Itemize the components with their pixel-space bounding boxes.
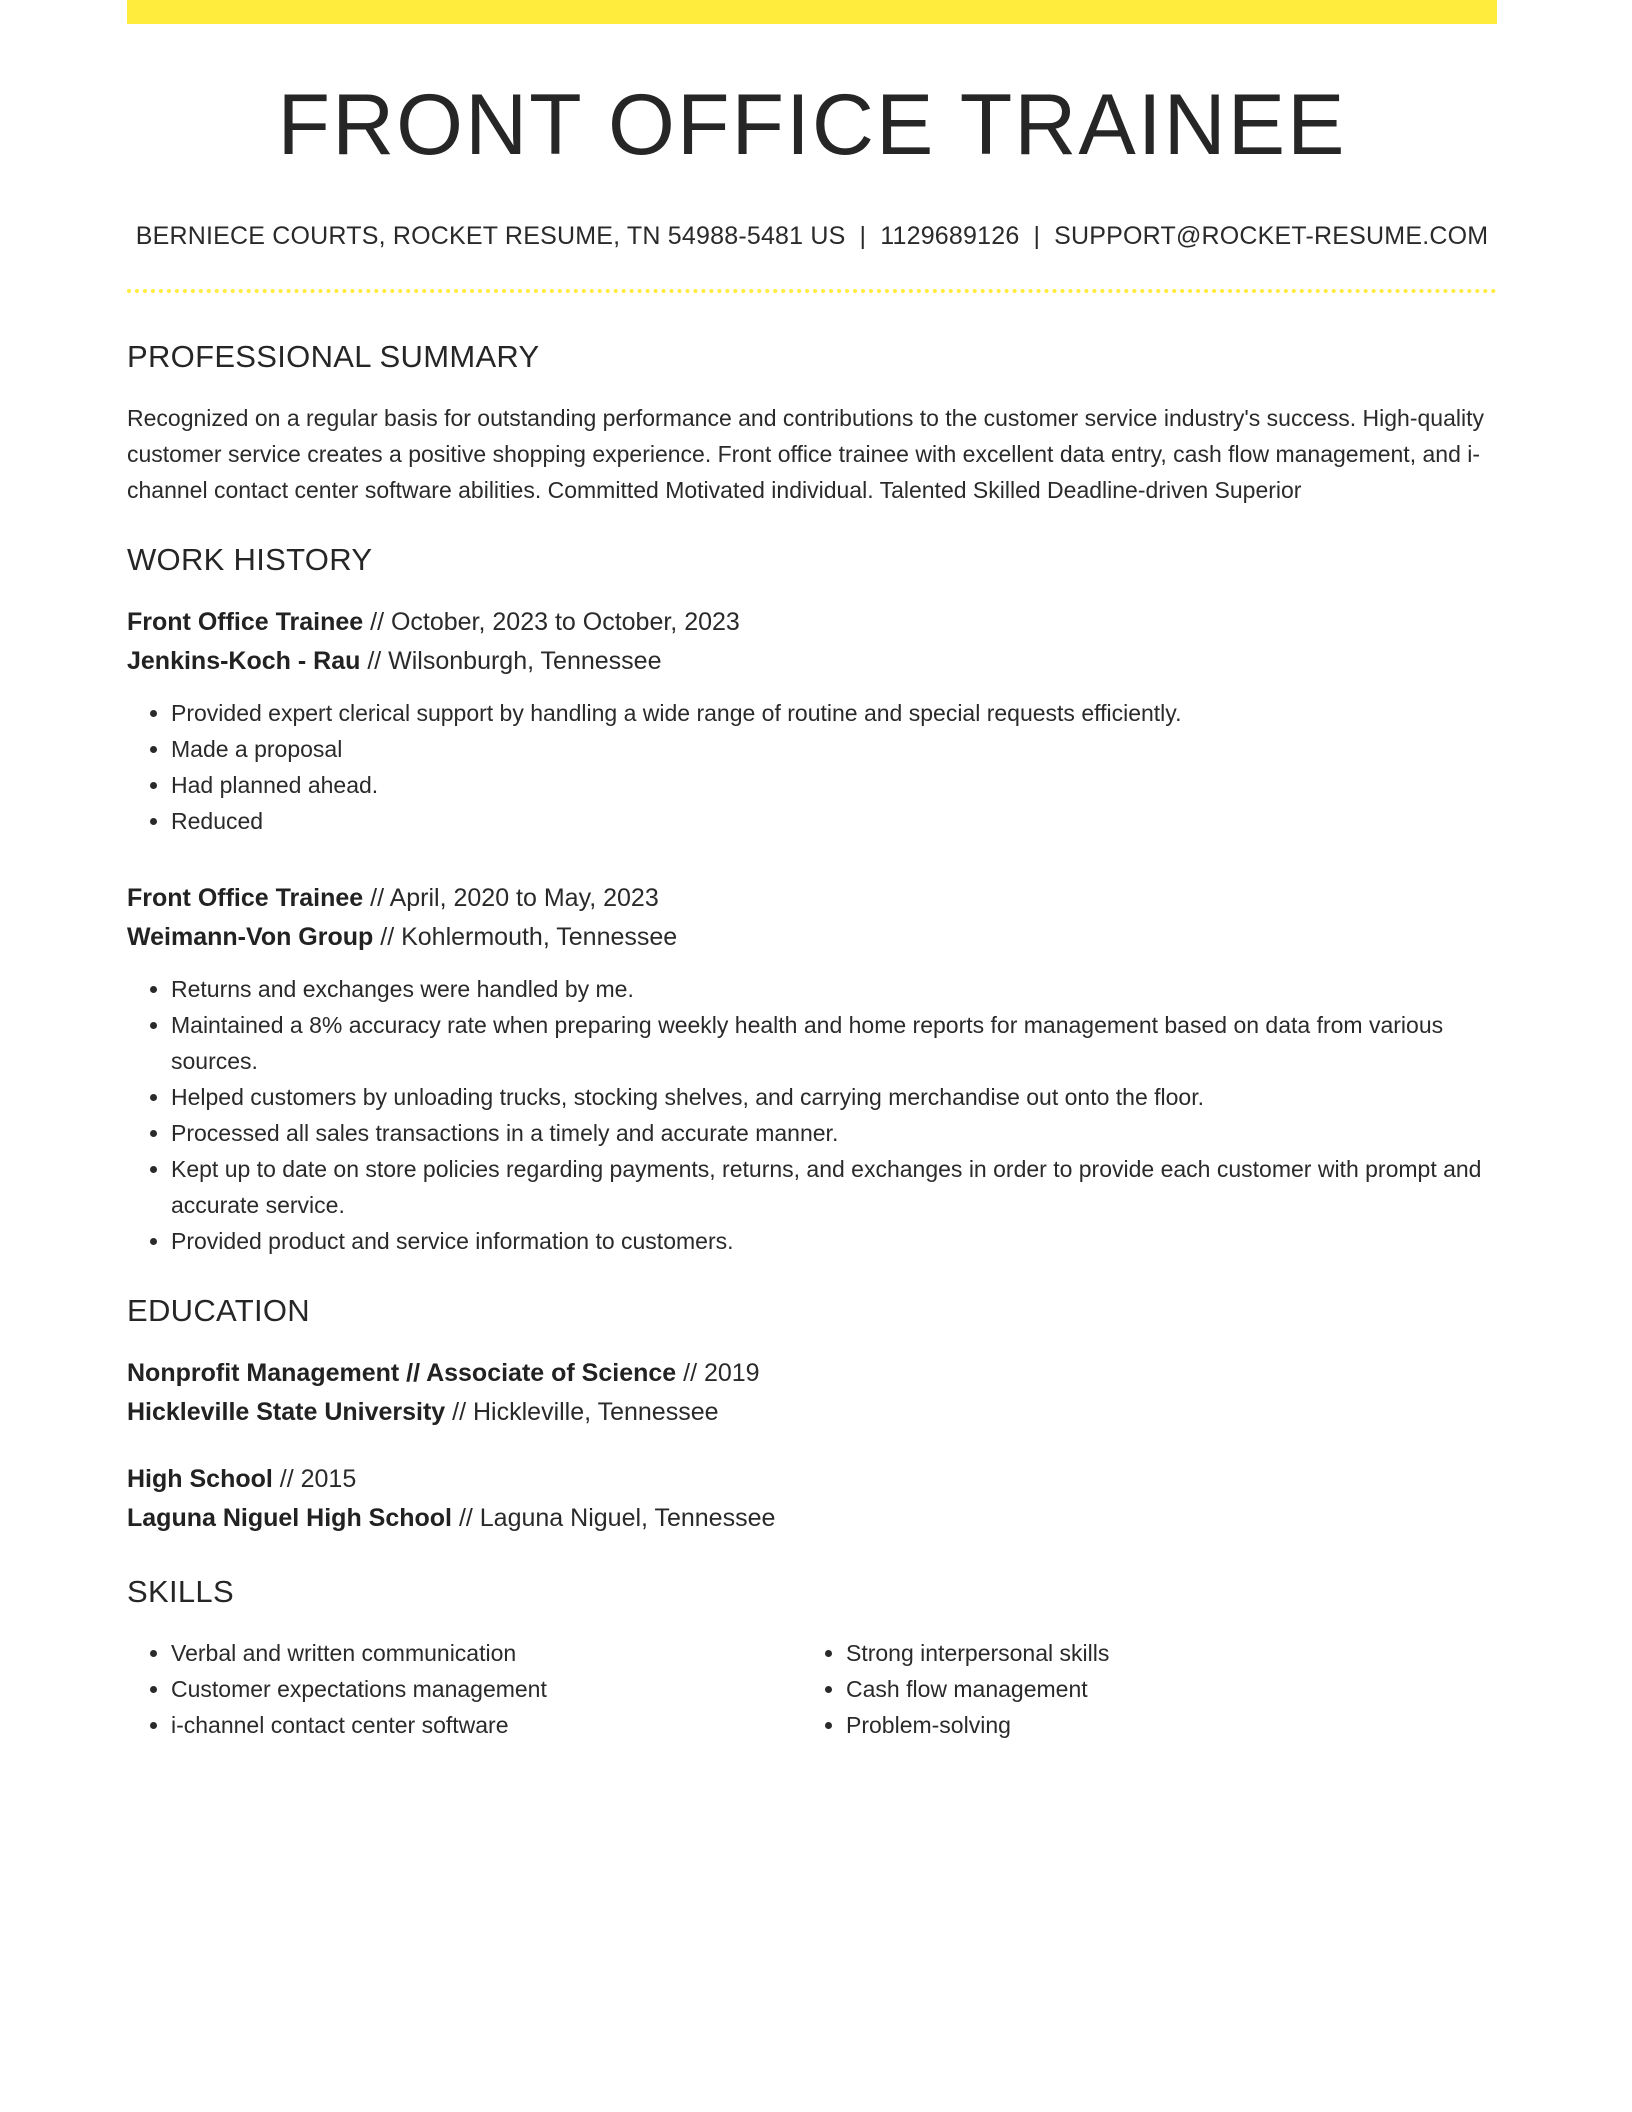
section-title-summary: PROFESSIONAL SUMMARY	[127, 339, 540, 374]
job-bullet-list	[127, 695, 1497, 839]
skill-item: • i-channel contact center software	[171, 1707, 802, 1743]
degree-year: // 2019	[676, 1359, 760, 1387]
work-entry	[127, 879, 1497, 1259]
school-name: Hickleville State University	[127, 1398, 446, 1426]
job-company: Weimann-Von Group	[127, 923, 374, 951]
job-bullet: • Had planned ahead.	[171, 767, 1497, 803]
dotted-divider	[127, 289, 1497, 293]
contact-email: SUPPORT@ROCKET-RESUME.COM	[1054, 222, 1489, 250]
job-dates: // April, 2020 to May, 2023	[363, 884, 659, 912]
resume-page	[127, 0, 1497, 1743]
summary-text: Recognized on a regular basis for outstanding performance and contributions to the customer service industry's success. High-quality customer service creates a positive shopping experience. Front office trainee with excellent data entry, cash flow management, and i-channel contact center software abilities. Committed Motivated individual. Talented Skilled Deadline-driven Superior	[127, 405, 1484, 503]
school-name: Laguna Niguel High School	[127, 1504, 452, 1532]
job-company-line	[127, 642, 1497, 681]
job-location: // Kohlermouth, Tennessee	[373, 923, 678, 951]
job-bullet: • Provided expert clerical support by handling a wide range of routine and special requests efficiently.	[171, 695, 1497, 731]
degree: High School	[127, 1465, 273, 1493]
skill-item: • Problem-solving	[846, 1707, 1477, 1743]
education-entry	[127, 1354, 1497, 1432]
job-bullet-list	[127, 971, 1497, 1259]
job-bullet: • Provided product and service information to customers.	[171, 1223, 1497, 1259]
section-title-skills: SKILLS	[127, 1574, 234, 1609]
school-location: // Laguna Niguel, Tennessee	[452, 1504, 776, 1532]
skills-grid	[127, 1635, 1497, 1743]
job-company-line	[127, 918, 1497, 957]
job-dates: // October, 2023 to October, 2023	[363, 608, 740, 636]
contact-phone: 1129689126	[880, 222, 1020, 250]
resume-name-title: FRONT OFFICE TRAINEE	[277, 77, 1347, 173]
job-role-line	[127, 603, 1497, 642]
contact-separator: |	[859, 222, 867, 250]
contact-separator: |	[1033, 222, 1041, 250]
job-bullet: • Reduced	[171, 803, 1497, 839]
skill-item: • Customer expectations management	[171, 1671, 802, 1707]
degree: Nonprofit Management // Associate of Science	[127, 1359, 677, 1387]
job-bullet: • Returns and exchanges were handled by me.	[171, 971, 1497, 1007]
job-bullet: • Maintained a 8% accuracy rate when preparing weekly health and home reports for management based on data from various sources.	[171, 1007, 1497, 1079]
school-location: // Hickleville, Tennessee	[445, 1398, 719, 1426]
job-bullet: • Made a proposal	[171, 731, 1497, 767]
job-role-line	[127, 879, 1497, 918]
skills-list-left	[127, 1635, 802, 1743]
job-location: // Wilsonburgh, Tennessee	[360, 647, 662, 675]
job-role: Front Office Trainee	[127, 884, 364, 912]
job-role: Front Office Trainee	[127, 608, 364, 636]
section-title-work-history: WORK HISTORY	[127, 542, 373, 577]
skills-list-right	[802, 1635, 1477, 1743]
skill-item: • Cash flow management	[846, 1671, 1477, 1707]
job-bullet: • Kept up to date on store policies regarding payments, returns, and exchanges in order to provide each customer with prompt and accurate service.	[171, 1151, 1497, 1223]
degree-line	[127, 1354, 1497, 1393]
job-bullet: • Processed all sales transactions in a timely and accurate manner.	[171, 1115, 1497, 1151]
education-entry	[127, 1460, 1497, 1538]
school-line	[127, 1499, 1497, 1538]
job-bullet: • Helped customers by unloading trucks, stocking shelves, and carrying merchandise out onto the floor.	[171, 1079, 1497, 1115]
contact-line	[127, 224, 1497, 249]
degree-year: // 2015	[272, 1465, 357, 1493]
skill-item: • Strong interpersonal skills	[846, 1635, 1477, 1671]
job-company: Jenkins-Koch - Rau	[127, 647, 361, 675]
skill-item: • Verbal and written communication	[171, 1635, 802, 1671]
contact-address: BERNIECE COURTS, ROCKET RESUME, TN 54988-5481 US	[135, 222, 846, 250]
work-entry	[127, 603, 1497, 839]
school-line	[127, 1393, 1497, 1432]
degree-line	[127, 1460, 1497, 1499]
accent-top-bar	[127, 0, 1497, 24]
section-title-education: EDUCATION	[127, 1293, 310, 1328]
